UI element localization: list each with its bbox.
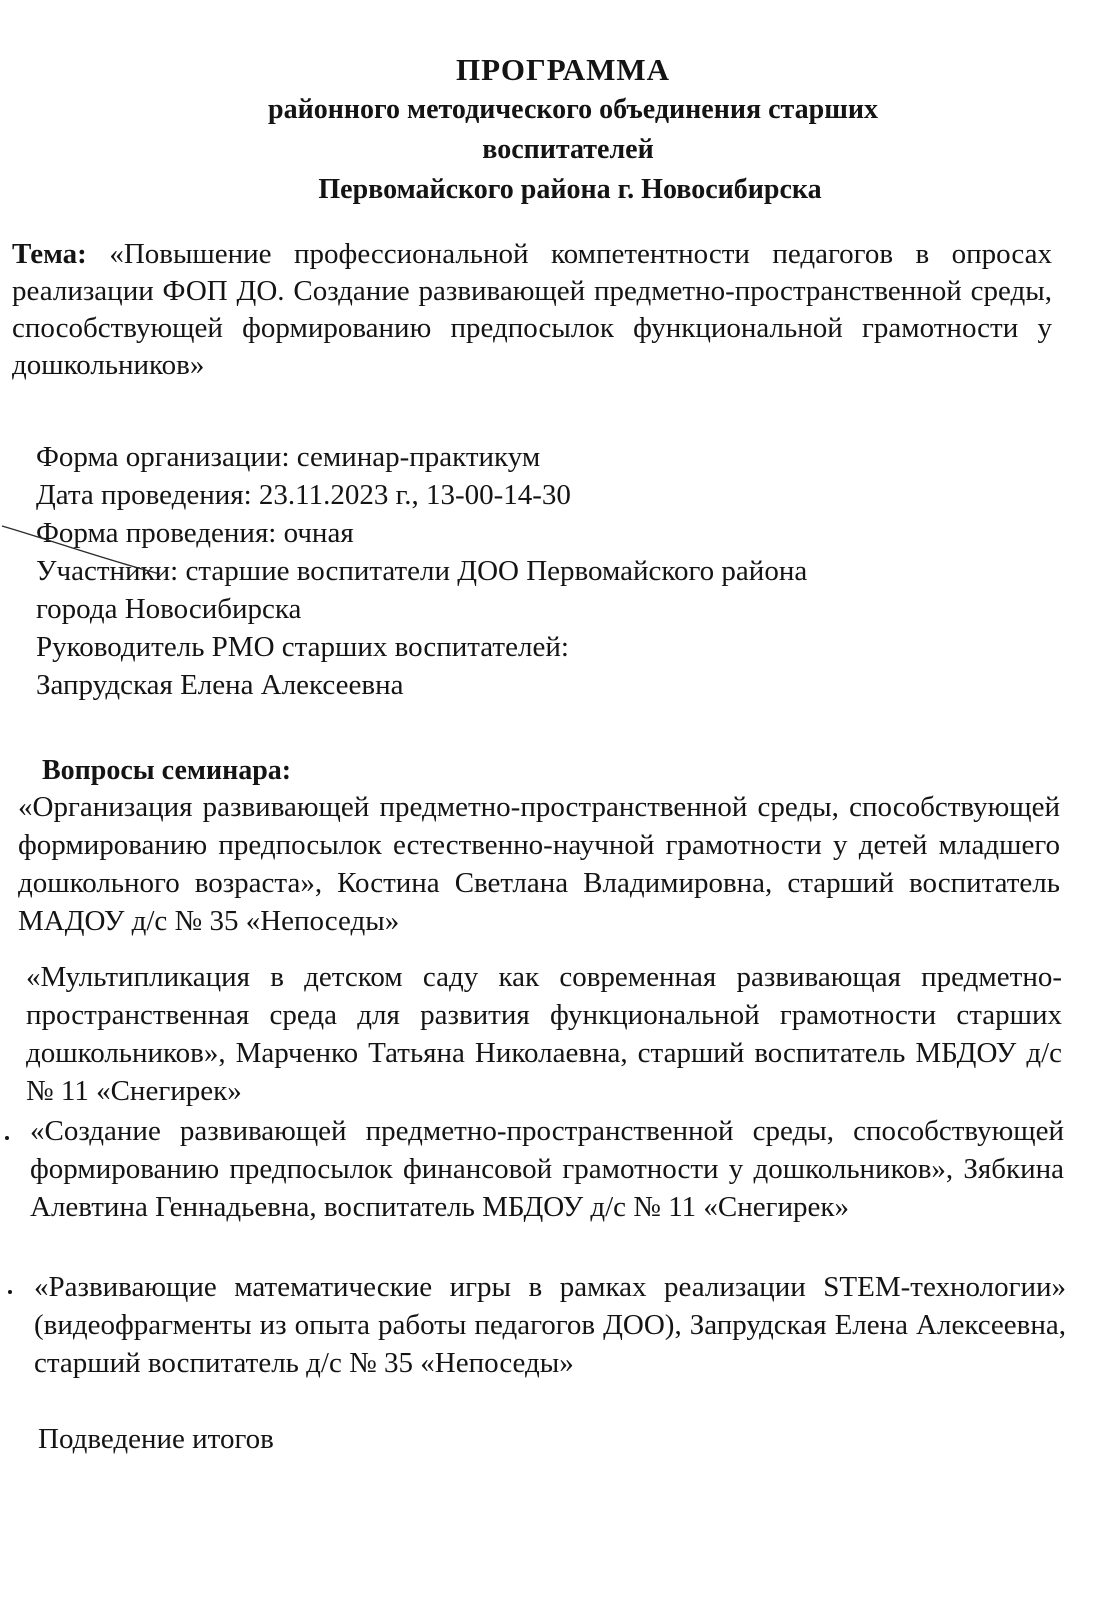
summary-item: Подведение итогов <box>38 1423 274 1455</box>
event-date: Дата проведения: 23.11.2023 г., 13-00-14-30 <box>36 479 571 511</box>
participants-line-1: Участники: старшие воспитатели ДОО Первомайского района <box>36 555 808 587</box>
question-item: «Мультипликация в детском саду как современная развивающая предметно-пространственная среда для развития функциональной грамотности старших дошкольников», Марченко Татьяна Николаевна, старший воспитатель МБДОУ д/с № 11 «Снегирек» <box>26 961 1062 1107</box>
topic-paragraph <box>12 236 1052 384</box>
question-item: «Развивающие математические игры в рамках реализации STEM-технологии» (видеофрагменты из опыта работы педагогов ДОО), Запрудская Елена Алексеевна, старший воспитатель д/с № 35 «Непоседы» <box>34 1271 1066 1379</box>
head-line-1: Руководитель РМО старших воспитателей: <box>36 631 569 663</box>
form-of-organization: Форма организации: семинар-практикум <box>36 441 541 473</box>
question-item: «Организация развивающей предметно-пространственной среды, способствующей формированию предпосылок естественно-научной грамотности у детей младшего дошкольного возраста», Костина Светлана Владимировна, старший воспитатель МАДОУ д/с № 35 «Непоседы» <box>18 791 1060 937</box>
header-line-3: Первомайского района г. Новосибирска <box>318 174 822 205</box>
list-marker <box>5 1136 9 1140</box>
questions-heading: Вопросы семинара: <box>42 755 292 786</box>
header-line-2: воспитателей <box>482 134 654 165</box>
list-marker <box>8 1290 12 1294</box>
event-info <box>36 438 1036 704</box>
question-item: «Создание развивающей предметно-пространственной среды, способствующей формированию предпосылок финансовой грамотности у дошкольников», Зябкина Алевтина Геннадьевна, воспитатель МБДОУ д/с № 11 «Снегирек» <box>30 1115 1064 1223</box>
document-title: ПРОГРАММА <box>456 52 670 87</box>
participants-line-2: города Новосибирска <box>36 593 302 625</box>
form-of-conduct: Форма проведения: очная <box>36 517 354 549</box>
document-header <box>0 50 1120 210</box>
topic-label: Тема: <box>12 238 87 270</box>
header-line-1: районного методического объединения старших <box>268 94 878 125</box>
topic-text: «Повышение профессиональной компетентности педагогов в опросах реализации ФОП ДО. Создание развивающей предметно-пространственной среды, способствующей формированию предпосылок функциональной грамотности у дошкольников» <box>12 238 1053 381</box>
head-line-2: Запрудская Елена Алексеевна <box>36 669 404 701</box>
